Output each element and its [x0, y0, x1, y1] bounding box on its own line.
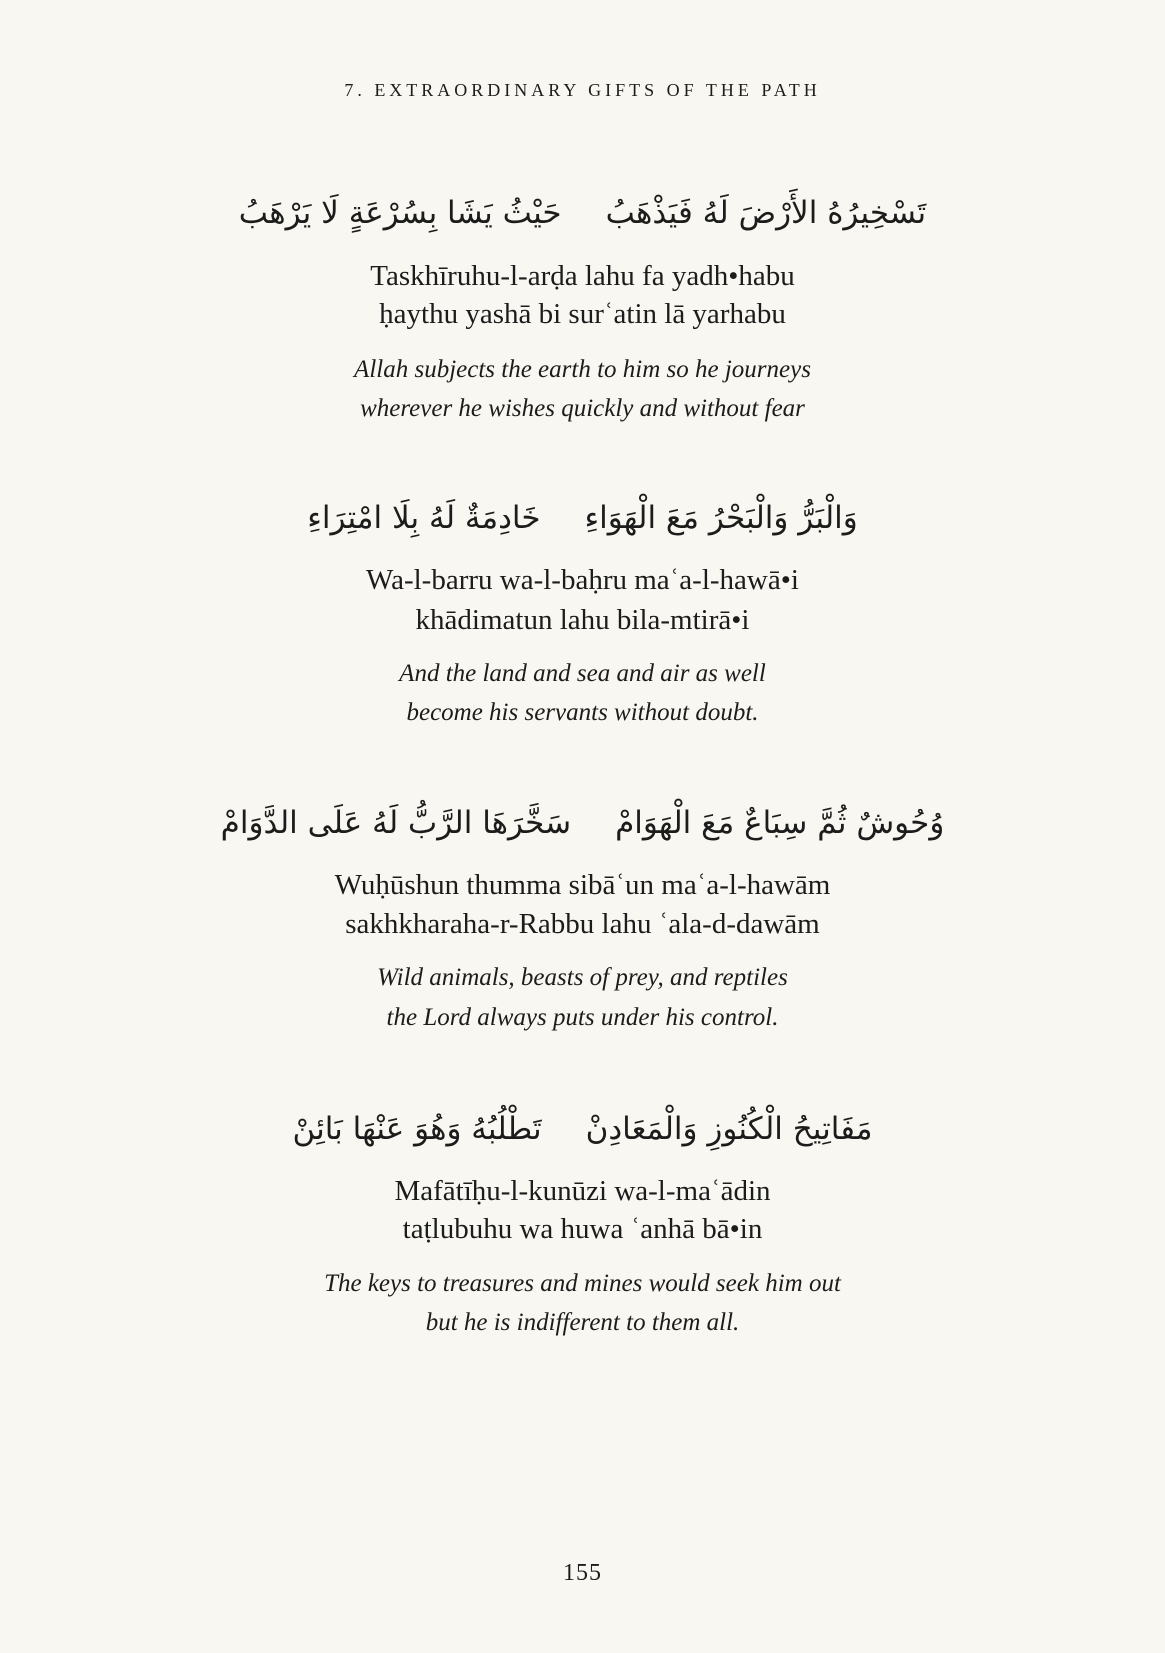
hemistich-1: مَفَاتِيحُ الْكُنُوزِ وَالْمَعَادِنْ — [585, 1111, 873, 1147]
verse-1-translit-2: ḥaythu yashā bi surʿatin lā yarhabu — [379, 298, 786, 330]
hemistich-2: خَادِمَةٌ لَهُ بِلَا امْتِرَاءِ — [307, 500, 541, 536]
page-number: 155 — [563, 1560, 602, 1586]
verse-1-arabic — [0, 195, 1165, 231]
verse-1-translit-1: Taskhīruhu-l-arḍa lahu fa yadh•habu — [370, 260, 795, 292]
hemistich-1: وَالْبَرُّ وَالْبَحْرُ مَعَ الْهَوَاءِ — [584, 500, 858, 536]
hemistich-2: حَيْثُ يَشَا بِسُرْعَةٍ لَا يَرْهَبُ — [238, 195, 562, 231]
verse-4-english-2: but he is indifferent to them all. — [425, 1309, 740, 1336]
verse-1-english-1: Allah subjects the earth to him so he journeys — [354, 356, 811, 383]
verse-3-english-1: Wild animals, beasts of prey, and reptiles — [377, 964, 788, 991]
hemistich-1: تَسْخِيرُهُ الأَرْضَ لَهُ فَيَذْهَبُ — [605, 195, 927, 231]
verse-2-english-2: become his servants without doubt. — [406, 699, 759, 726]
verse-3-arabic — [0, 805, 1165, 841]
hemistich-2: سَخَّرَهَا الرَّبُّ لَهُ عَلَى الدَّوَامْ — [220, 805, 572, 841]
verse-4-arabic — [0, 1111, 1165, 1147]
verse-4-translit-2: taṭlubuhu wa huwa ʿanhā bā•in — [402, 1213, 763, 1245]
verse-1-english-2: wherever he wishes quickly and without fear — [360, 395, 805, 422]
verse-4-translit-1: Mafātīḥu-l-kunūzi wa-l-maʿādin — [394, 1175, 771, 1207]
hemistich-1: وُحُوشٌ ثُمَّ سِبَاعٌ مَعَ الْهَوَامْ — [615, 805, 945, 841]
verse-2-translit-2: khādimatun lahu bila-mtirā•i — [415, 604, 750, 636]
verse-2-english-1: And the land and sea and air as well — [399, 660, 766, 687]
verse-2-translit-1: Wa-l-barru wa-l-baḥru maʿa-l-hawā•i — [366, 564, 799, 596]
verse-3-english-2: the Lord always puts under his control. — [386, 1004, 779, 1031]
verse-3-translit-2: sakhkharaha-r-Rabbu lahu ʿala-d-dawām — [345, 908, 820, 940]
verse-3-translit-1: Wuḥūshun thumma sibāʿun maʿa-l-hawām — [334, 869, 831, 901]
hemistich-2: تَطْلُبُهُ وَهُوَ عَنْهَا بَائِنْ — [292, 1111, 542, 1147]
verse-2-arabic — [0, 500, 1165, 536]
running-header: 7. EXTRAORDINARY GIFTS OF THE PATH — [344, 80, 821, 100]
verse-4-english-1: The keys to treasures and mines would seek him out — [324, 1270, 841, 1297]
